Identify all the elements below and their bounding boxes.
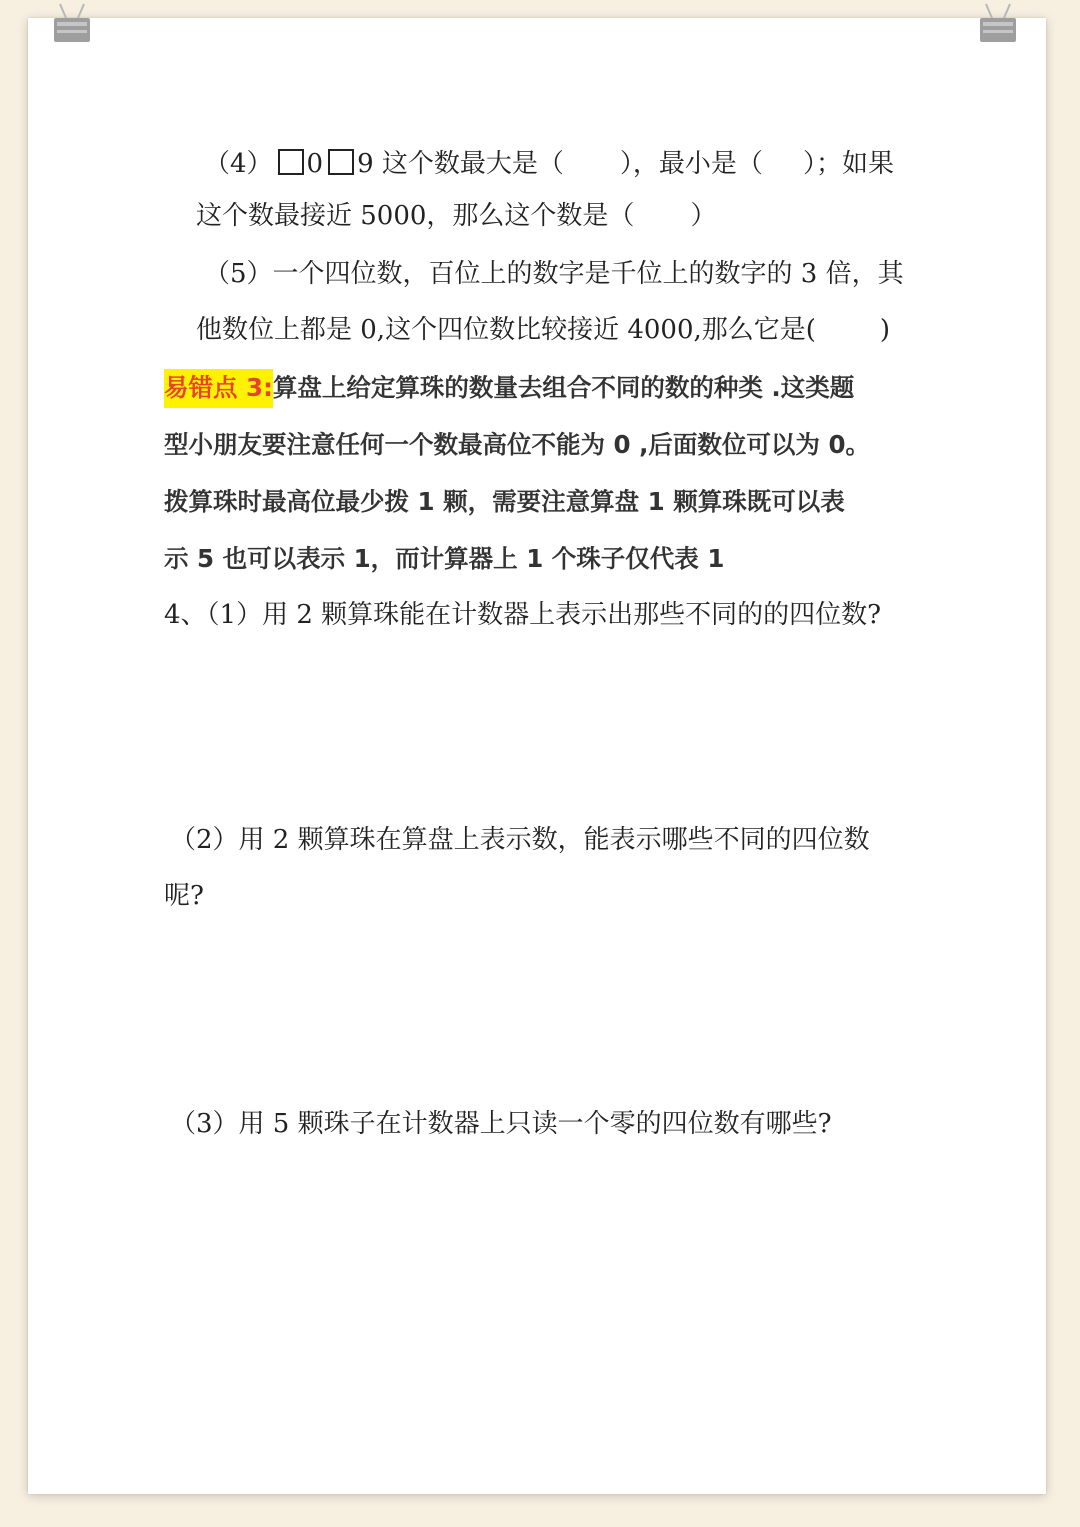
error-tip-line-2: 型小朋友要注意任何一个数最高位不能为 0 ,后面数位可以为 0。 [164, 430, 870, 459]
blank-box [278, 149, 304, 175]
question-5-line-2 [196, 312, 890, 348]
error-tip-line-3: 拨算珠时最高位最少拨 1 颗，需要注意算盘 1 颗算珠既可以表 [164, 487, 845, 516]
digit-nine: 9 [357, 149, 374, 179]
question-4-text-a: 这个数最大是（ [381, 149, 564, 179]
problem-4-part-1: 4、（1）用 2 颗算珠能在计数器上表示出那些不同的的四位数? [164, 600, 882, 630]
question-4-text-c: ）；如果 [802, 149, 894, 179]
question-4-line-1 [204, 146, 894, 182]
question-4-text-e: ） [690, 201, 717, 231]
error-tip-line-1 [164, 370, 924, 406]
binder-clip-icon [50, 0, 94, 44]
blank-box [328, 149, 354, 175]
problem-4-part-3: （3）用 5 颗珠子在计数器上只读一个零的四位数有哪些? [170, 1109, 832, 1139]
question-5-text-b: ) [879, 315, 891, 345]
question-4-line-2 [196, 198, 716, 234]
digit-zero: 0 [306, 149, 324, 179]
error-tip-text: 算盘上给定算珠的数量去组合不同的数的种类 .这类题 [272, 373, 855, 402]
error-tip-line-4: 示 5 也可以表示 1，而计算器上 1 个珠子仅代表 1 [164, 544, 725, 573]
problem-4-part-2-cont: 呢? [164, 881, 204, 911]
question-5-text-a: 他数位上都是 0,这个四位数比较接近 4000,那么它是( [196, 315, 816, 345]
worksheet-page [28, 18, 1046, 1494]
question-4-text-b: ），最小是（ [619, 149, 763, 179]
question-4-text-d: 这个数最接近 5000，那么这个数是（ [196, 201, 635, 231]
problem-4-part-2: （2）用 2 颗算珠在算盘上表示数，能表示哪些不同的四位数 [170, 825, 870, 855]
question-4-label: （4） [204, 149, 273, 179]
question-5-line-1: （5）一个四位数，百位上的数字是千位上的数字的 3 倍，其 [204, 259, 904, 289]
binder-clip-icon [976, 0, 1020, 44]
error-tip-label: 易错点 3: [164, 369, 273, 408]
